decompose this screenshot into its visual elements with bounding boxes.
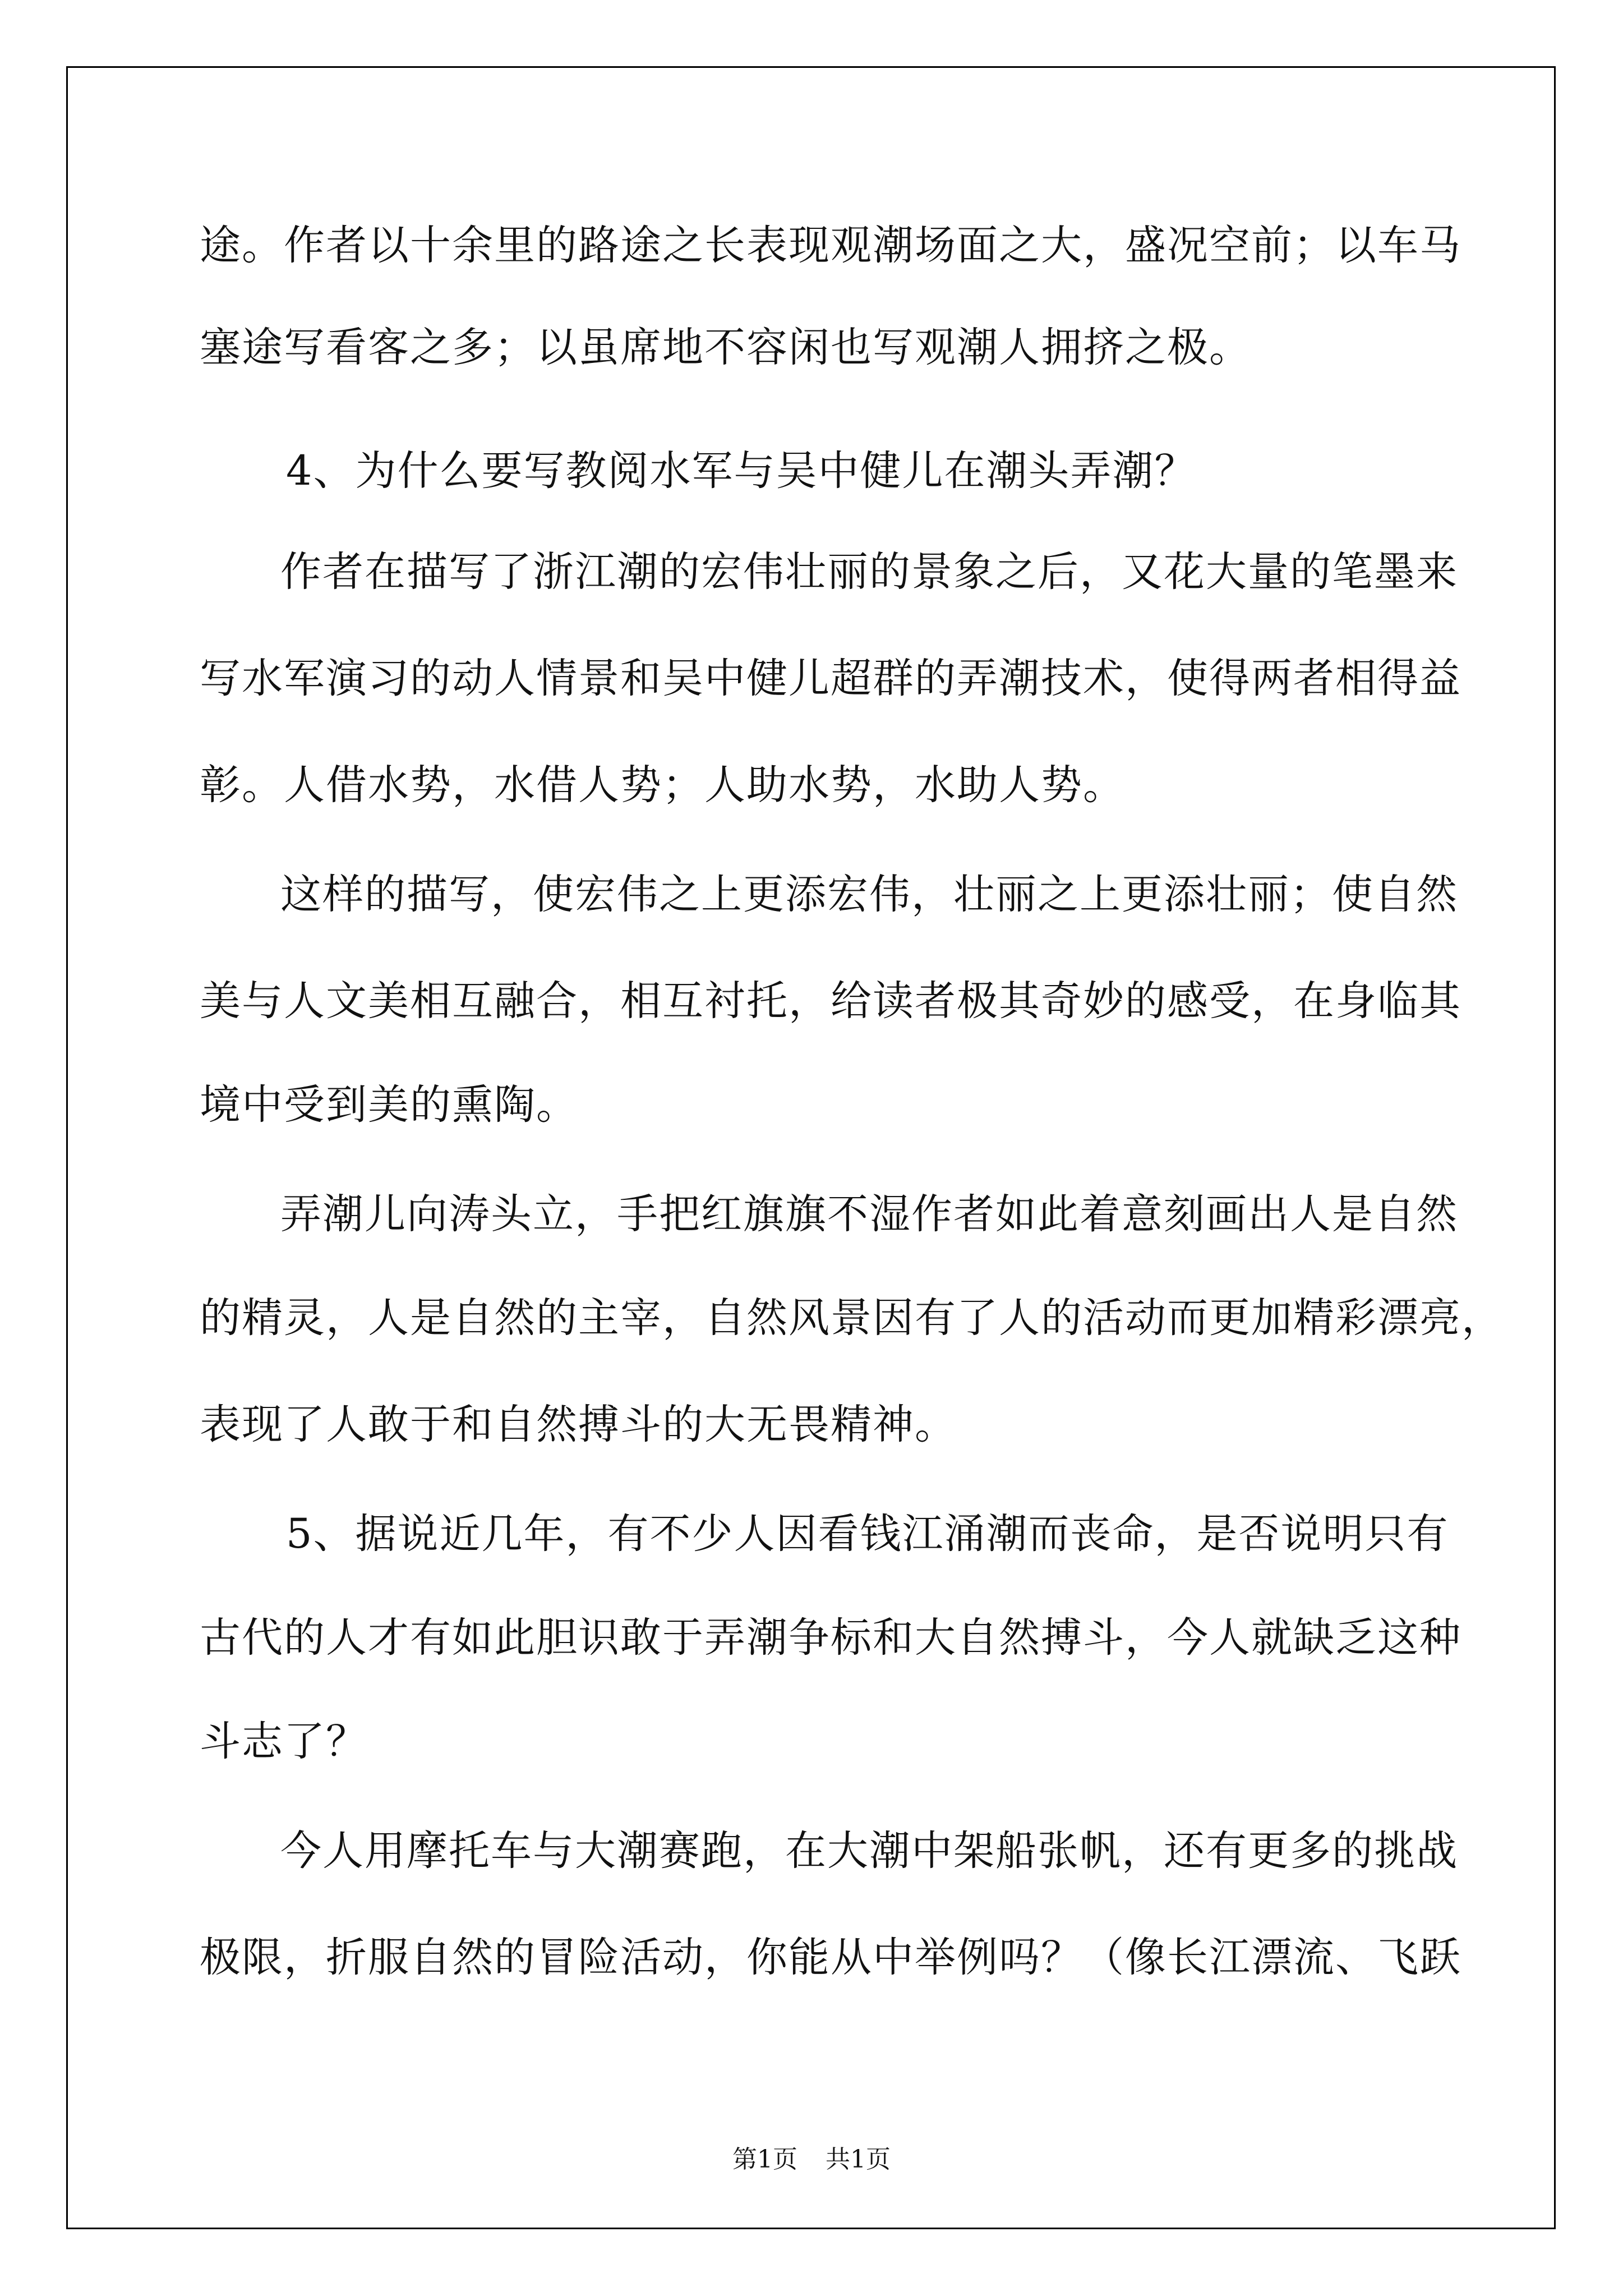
body-line: 的精灵，人是自然的主宰，自然风景因有了人的活动而更加精彩漂亮， <box>200 1294 1504 1342</box>
body-line: 弄潮儿向涛头立，手把红旗旗不湿作者如此着意刻画出人是自然 <box>280 1190 1458 1238</box>
body-line: 今人用摩托车与大潮赛跑，在大潮中架船张帆，还有更多的挑战 <box>280 1827 1458 1875</box>
body-line: 美与人文美相互融合，相互衬托，给读者极其奇妙的感受，在身临其 <box>200 977 1461 1025</box>
body-line: 古代的人才有如此胆识敢于弄潮争标和大自然搏斗，今人就缺乏这种 <box>200 1614 1461 1662</box>
question-5-heading: 5、据说近几年，有不少人因看钱江涌潮而丧命，是否说明只有 <box>286 1510 1449 1558</box>
body-line: 途。作者以十余里的路途之长表现观潮场面之大，盛况空前；以车马 <box>200 222 1461 269</box>
page-number: 第1页 <box>732 2145 797 2174</box>
page-border <box>66 66 1556 2229</box>
question-4-heading: 4、为什么要写教阅水军与吴中健儿在潮头弄潮？ <box>286 447 1197 495</box>
body-line: 写水军演习的动人情景和吴中健儿超群的弄潮技术，使得两者相得益 <box>200 655 1461 702</box>
body-line: 表现了人敢于和自然搏斗的大无畏精神。 <box>200 1401 957 1448</box>
page-footer <box>0 2143 1623 2177</box>
body-line: 斗志了？ <box>200 1718 368 1765</box>
body-line: 境中受到美的熏陶。 <box>200 1081 578 1129</box>
body-line: 作者在描写了浙江潮的宏伟壮丽的景象之后，又花大量的笔墨来 <box>280 548 1458 596</box>
body-line: 极限，折服自然的冒险活动，你能从中举例吗？（像长江漂流、飞跃 <box>200 1934 1461 1981</box>
page-total: 共1页 <box>826 2145 891 2174</box>
body-line: 这样的描写，使宏伟之上更添宏伟，壮丽之上更添壮丽；使自然 <box>280 871 1458 918</box>
body-line: 塞途写看客之多；以虽席地不容闲也写观潮人拥挤之极。 <box>200 324 1251 371</box>
body-line: 彰。人借水势，水借人势；人助水势，水助人势。 <box>200 761 1125 809</box>
